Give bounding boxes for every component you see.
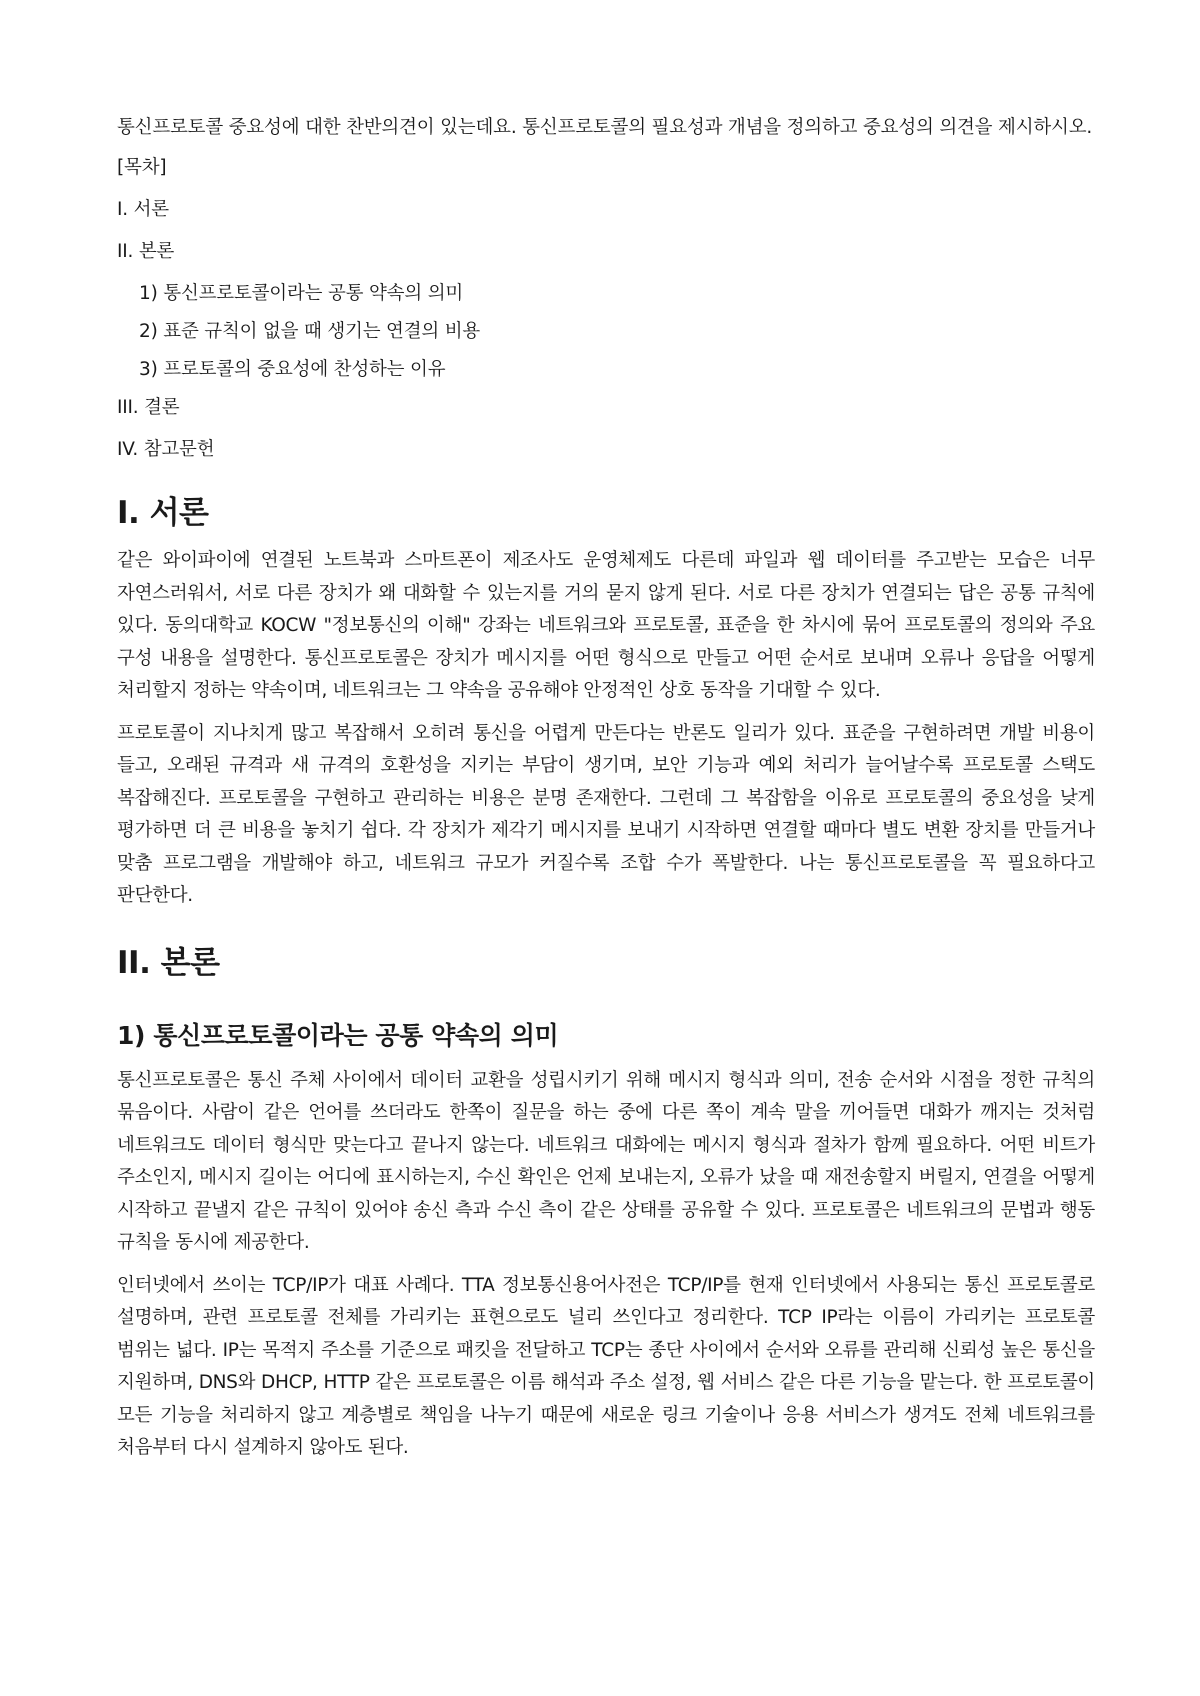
subsection-title-1: 1) 통신프로토콜이라는 공통 약속의 의미: [117, 1020, 559, 1050]
toc-subitem-1: 1) 통신프로토콜이라는 공통 약속의 의미: [139, 283, 464, 304]
intro-paragraph-1: 같은 와이파이에 연결된 노트북과 스마트폰이 제조사도 운영체제도 다른데 파일과 웹 데이터를 주고받는 모습은 너무 자연스러워서, 서로 다른 장치가 왜 대화할 수 있는지를 거의 묻지 않게 된다. 서로 다른 장치가 연결되는 답은 공통 규칙에 있다. 동의대학교 KOCW "정보통신의 이해" 강좌는 네트워크와 프로토콜, 표준을 한 차시에 묶어 프로토콜의 정의와 주요 구성 내용을 설명한다. 통신프로토콜은 장치가 메시지를 어떤 형식으로 만들고 어떤 순서로 보내며 오류나 응답을 어떻게 처리할지 정하는 약속이며, 네트워크는 그 약속을 공유해야 안정적인 상호 동작을 기대할 수 있다.: [117, 550, 1095, 701]
toc-item-body: II. 본론: [117, 241, 175, 262]
toc-subitem-2: 2) 표준 규칙이 없을 때 생기는 연결의 비용: [139, 321, 481, 342]
toc-heading: [목차]: [117, 157, 167, 178]
toc-item-conclusion: III. 결론: [117, 397, 180, 418]
question-prompt: 통신프로토콜 중요성에 대한 찬반의견이 있는데요. 통신프로토콜의 필요성과 개념을 정의하고 중요성의 의견을 제시하시오.: [117, 117, 1093, 138]
section-title-intro: I. 서론: [117, 495, 209, 531]
intro-paragraph-2: 프로토콜이 지나치게 많고 복잡해서 오히려 통신을 어렵게 만든다는 반론도 일리가 있다. 표준을 구현하려면 개발 비용이 들고, 오래된 규격과 새 규격의 호환성을 지키는 부담이 생기며, 보안 기능과 예외 처리가 늘어날수록 프로토콜 스택도 복잡해진다. 프로토콜을 구현하고 관리하는 비용은 분명 존재한다. 그런데 그 복잡함을 이유로 프로토콜의 중요성을 낮게 평가하면 더 큰 비용을 놓치기 쉽다. 각 장치가 제각기 메시지를 보내기 시작하면 연결할 때마다 별도 변환 장치를 만들거나 맞춤 프로그램을 개발해야 하고, 네트워크 규모가 커질수록 조합 수가 폭발한다. 나는 통신프로토콜을 꼭 필요하다고 판단한다.: [117, 722, 1095, 906]
toc-item-intro: I. 서론: [117, 199, 169, 220]
body-paragraph-1: 통신프로토콜은 통신 주체 사이에서 데이터 교환을 성립시키기 위해 메시지 형식과 의미, 전송 순서와 시점을 정한 규칙의 묶음이다. 사람이 같은 언어를 쓰더라도 한쪽이 질문을 하는 중에 다른 쪽이 계속 말을 끼어들면 대화가 깨지는 것처럼 네트워크도 데이터 형식만 맞는다고 끝나지 않는다. 네트워크 대화에는 메시지 형식과 절차가 함께 필요하다. 어떤 비트가 주소인지, 메시지 길이는 어디에 표시하는지, 수신 확인은 언제 보내는지, 오류가 났을 때 재전송할지 버릴지, 연결을 어떻게 시작하고 끝낼지 같은 규칙이 있어야 송신 측과 수신 측이 같은 상태를 공유할 수 있다. 프로토콜은 네트워크의 문법과 행동 규칙을 동시에 제공한다.: [117, 1069, 1095, 1253]
toc-item-references: IV. 참고문헌: [117, 439, 215, 460]
body-paragraph-2: 인터넷에서 쓰이는 TCP/IP가 대표 사례다. TTA 정보통신용어사전은 TCP/IP를 현재 인터넷에서 사용되는 통신 프로토콜로 설명하며, 관련 프로토콜 전체를 가리키는 표현으로도 널리 쓰인다고 정리한다. TCP IP라는 이름이 가리키는 프로토콜 범위는 넓다. IP는 목적지 주소를 기준으로 패킷을 전달하고 TCP는 종단 사이에서 순서와 오류를 관리해 신뢰성 높은 통신을 지원하며, DNS와 DHCP, HTTP 같은 프로토콜은 이름 해석과 주소 설정, 웹 서비스 같은 다른 기능을 맡는다. 한 프로토콜이 모든 기능을 처리하지 않고 계층별로 책임을 나누기 때문에 새로운 링크 기술이나 응용 서비스가 생겨도 전체 네트워크를 처음부터 다시 설계하지 않아도 된다.: [117, 1274, 1095, 1458]
section-title-body: II. 본론: [117, 944, 220, 981]
toc-subitem-3: 3) 프로토콜의 중요성에 찬성하는 이유: [139, 359, 446, 380]
table-of-contents: [117, 155, 1095, 463]
